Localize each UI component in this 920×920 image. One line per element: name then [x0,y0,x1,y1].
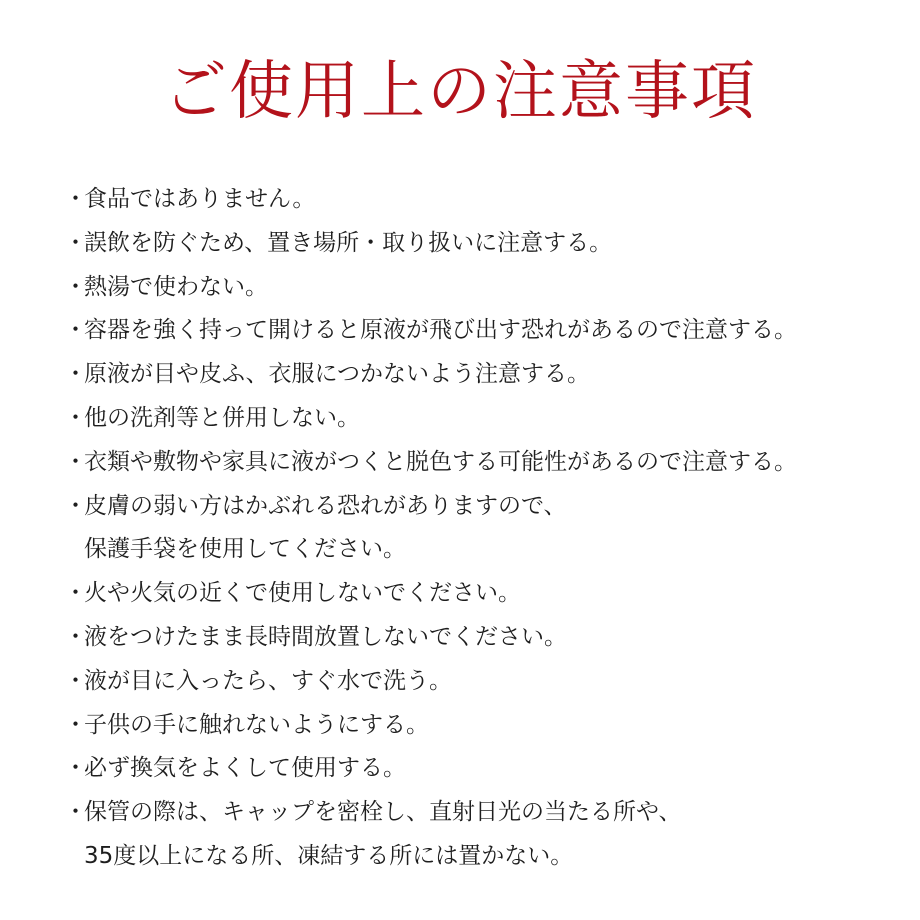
list-item-text: 誤飲を防ぐため、置き場所・取り扱いに注意する。 [84,229,613,256]
list-item-text: 容器を強く持って開けると原液が飛び出す恐れがあるので注意する。 [84,317,797,344]
list-item [62,353,892,397]
list-item-text: 食品ではありません。 [84,186,316,212]
list-item-text: 子供の手に触れないようにする。 [84,711,429,738]
bullet-icon: ・ [64,799,87,826]
bullet-icon: ・ [64,186,87,212]
list-item [62,747,892,791]
list-item [62,791,892,879]
precautions-list [62,178,892,879]
list-item-text: 必ず換気をよくして使用する。 [84,755,406,782]
bullet-icon: ・ [64,711,87,738]
bullet-icon: ・ [64,404,87,431]
list-item [62,222,892,266]
list-item [62,572,892,616]
bullet-icon: ・ [64,317,87,344]
bullet-icon: ・ [64,755,87,782]
list-item [62,660,892,704]
bullet-icon: ・ [64,667,87,694]
list-item [62,178,892,222]
list-item [62,397,892,441]
list-item-text-continued: 35度以上になる所、凍結する所には置かない。 [84,842,574,869]
list-item-text: 衣類や敷物や家具に液がつくと脱色する可能性があるので注意する。 [84,448,797,475]
list-item [62,309,892,353]
list-item [62,441,892,485]
bullet-icon: ・ [64,273,87,300]
list-item [62,616,892,660]
list-item-text: 熱湯で使わない。 [84,273,268,300]
bullet-icon: ・ [64,623,87,650]
bullet-icon: ・ [64,229,87,256]
list-item-text: 液が目に入ったら、すぐ水で洗う。 [84,667,452,694]
list-item [62,704,892,748]
list-item-text: 原液が目や皮ふ、衣服につかないよう注意する。 [84,361,590,388]
list-item-text: 皮膚の弱い方はかぶれる恐れがありますので、 [84,492,567,519]
bullet-icon: ・ [64,492,87,519]
list-item-text: 液をつけたまま長時間放置しないでください。 [84,623,567,650]
list-item [62,485,892,573]
list-item-text: 他の洗剤等と併用しない。 [84,404,360,431]
list-item-text-continued: 保護手袋を使用してください。 [84,536,406,563]
list-item-text: 保管の際は、キャップを密栓し、直射日光の当たる所や、 [84,799,682,826]
page-title: ご使用上の注意事項 [163,55,757,129]
list-item [62,266,892,310]
bullet-icon: ・ [64,580,87,607]
bullet-icon: ・ [64,361,87,388]
list-item-text: 火や火気の近くで使用しないでください。 [84,580,521,607]
bullet-icon: ・ [64,448,87,475]
